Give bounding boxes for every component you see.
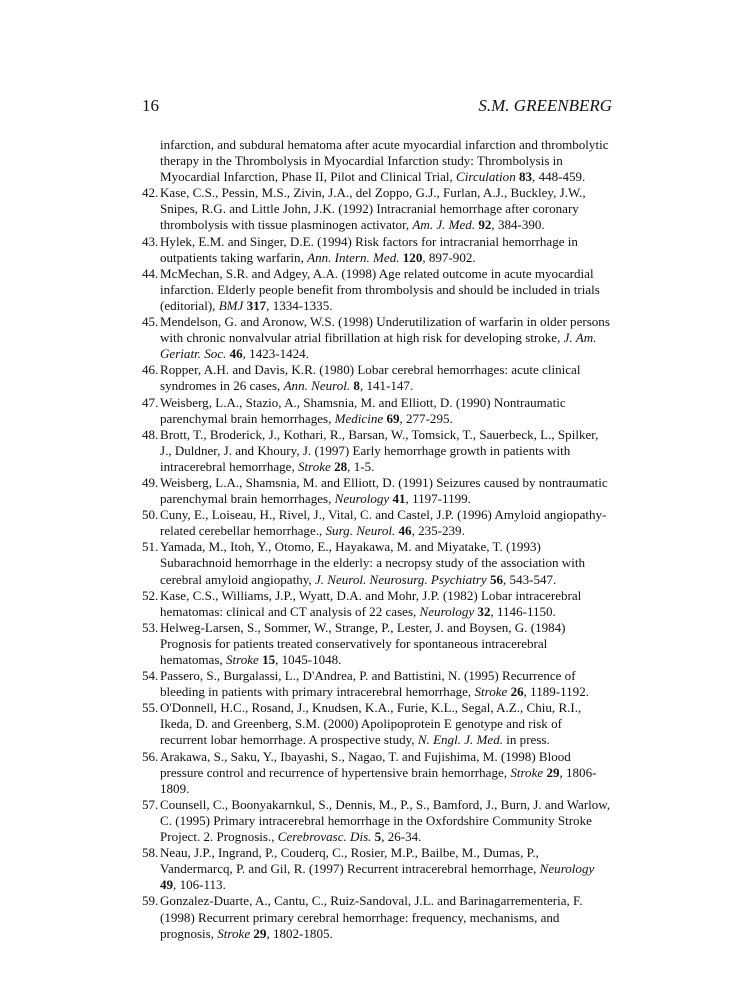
ref-number: 55.: [142, 700, 159, 716]
reference-item: [142, 700, 612, 748]
ref-volume: 8: [353, 378, 360, 394]
ref-number: 51.: [142, 539, 159, 555]
ref-journal: Stroke: [225, 652, 259, 667]
ref-pages: , 1146-1150.: [490, 603, 556, 619]
reference-item: [142, 620, 612, 668]
page-header: [142, 96, 612, 118]
ref-pages: , 277-295.: [399, 410, 453, 426]
ref-text: Arakawa, S., Saku, Y., Ibayashi, S., Nagao, T. and Fujishima, M. (1998) Blood pressure control and recurrence of hypertensive brain hemorrhage,: [160, 748, 571, 780]
ref-pages: , 235-239.: [411, 523, 465, 539]
ref-journal: N. Engl. J. Med.: [417, 732, 503, 748]
ref-text: Gonzalez-Duarte, A., Cantu, C., Ruiz-Sandoval, J.L. and Barinagarrementeria, F. (1998) Recurrent primary cerebral hemorrhage: frequency, mechanisms, and prognosis,: [160, 893, 583, 941]
ref-number: 56.: [142, 748, 159, 764]
reference-item: [142, 427, 612, 475]
ref-pages: , 141-147.: [359, 378, 414, 394]
reference-item: [142, 185, 612, 233]
ref-pages: , 897-902.: [422, 249, 476, 265]
ref-number: 47.: [142, 394, 159, 410]
reference-item: [142, 893, 612, 941]
ref-text: Mendelson, G. and Aronow, W.S. (1998) Underutilization of warfarin in older persons with chronic nonvalvular atrial fibrillation at high risk for developing stroke,: [160, 314, 610, 346]
ref-number: 45.: [142, 314, 159, 330]
ref-number: 48.: [142, 426, 159, 442]
ref-number: 46.: [142, 362, 159, 378]
ref-text: Counsell, C., Boonyakarnkul, S., Dennis, M., P., S., Bamford, J., Burn, J. and Warlow, C. (1995) Primary intracerebral hemorrhage in the Oxfordshire Community Stroke Project. 2. Prognosis.,: [160, 796, 611, 845]
ref-text: Helweg-Larsen, S., Sommer, W., Strange, P., Lester, J. and Boysen, G. (1984) Prognosis for patients treated conservatively for spontaneous intracerebral hematomas,: [160, 619, 566, 667]
ref-journal: BMJ: [218, 297, 244, 313]
reference-item: [142, 588, 612, 620]
ref-journal: Neurology: [419, 603, 475, 619]
ref-volume: 15: [262, 652, 276, 667]
ref-journal: Surg. Neurol.: [325, 523, 396, 539]
ref-pages: , 1802-1805.: [266, 925, 333, 941]
ref-text: Hylek, E.M. and Singer, D.E. (1994) Risk factors for intracranial hemorrhage in outpatients taking warfarin,: [160, 233, 578, 265]
ref-pages: , 1189-1192.: [523, 684, 589, 700]
ref-text: Yamada, M., Itoh, Y., Otomo, E., Hayakawa, M. and Miyatake, T. (1993) Subarachnoid hemorrhage in the elderly: a necropsy study of the association with cerebral amyloid angiopathy,: [160, 539, 585, 587]
reference-item: [142, 314, 612, 362]
ref-pages: , 1806-1809.: [160, 764, 597, 796]
ref-text: Kase, C.S., Williams, J.P., Wyatt, D.A. and Mohr, J.P. (1982) Lobar intracerebral hematomas: clinical and CT analysis of 22 cases,: [160, 587, 582, 619]
ref-number: 44.: [142, 265, 159, 281]
ref-pages: in press.: [503, 732, 550, 748]
ref-journal: Am. J. Med.: [412, 217, 476, 233]
reference-continuation: [142, 137, 612, 185]
ref-number: 52.: [142, 587, 159, 603]
ref-number: 43.: [142, 233, 159, 249]
ref-text: Cuny, E., Loiseau, H., Rivel, J., Vital, C. and Castel, J.P. (1996) Amyloid angiopathy-related cerebellar hemorrhage.,: [160, 507, 607, 539]
ref-number: 50.: [142, 507, 159, 523]
ref-pages: , 384-390.: [491, 217, 545, 233]
reference-item: [142, 234, 612, 266]
reference-item: [142, 507, 612, 539]
ref-pages: , 1-5.: [347, 458, 375, 474]
ref-pages: , 448-459.: [532, 169, 586, 185]
ref-number: 53.: [142, 619, 159, 635]
ref-text: McMechan, S.R. and Adgey, A.A. (1998) Age related outcome in acute myocardial infarction. Elderly people benefit from thrombolysis and should be included in trials (editorial),: [160, 265, 600, 313]
ref-pages: , 1197-1199.: [405, 491, 471, 507]
reference-item: [142, 266, 612, 314]
ref-pages: , 543-547.: [503, 571, 557, 587]
ref-text: Kase, C.S., Pessin, M.S., Zivin, J.A., del Zoppo, G.J., Furlan, A.J., Buckley, J.W., Snipes, R.G. and Little John, J.K. (1992) Intracranial hemorrhage after coronary thrombolysis with tissue plasminogen activator,: [160, 185, 586, 233]
ref-journal: J. Neurol. Neurosurg. Psychiatry: [314, 571, 487, 587]
ref-journal: Stroke: [298, 458, 331, 474]
ref-volume: 120: [402, 249, 423, 265]
page-number: 16: [142, 96, 159, 115]
ref-text: Weisberg, L.A., Stazio, A., Shamsnia, M. and Elliott, D. (1990) Nontraumatic parenchymal brain hemorrhages,: [160, 394, 566, 426]
reference-item: [142, 797, 612, 845]
ref-volume: 317: [246, 297, 267, 313]
ref-pages: , 106-113.: [173, 877, 226, 893]
ref-volume: 32: [477, 603, 491, 619]
ref-number: 58.: [142, 845, 159, 861]
reference-item: [142, 395, 612, 427]
ref-journal: Stroke: [217, 925, 251, 941]
ref-volume: 5: [374, 829, 382, 845]
ref-volume: 69: [386, 410, 400, 426]
ref-volume: 56: [489, 571, 504, 587]
ref-number: 54.: [142, 668, 159, 684]
ref-text: Neau, J.P., Ingrand, P., Couderq, C., Rosier, M.P., Bailbe, M., Dumas, P., Vandermarcq, P. and Gil, R. (1997) Recurrent intracerebral hemorrhage,: [160, 845, 540, 877]
ref-number: 59.: [142, 893, 159, 909]
ref-number: 49.: [142, 474, 159, 490]
ref-volume: 41: [392, 491, 406, 507]
ref-number: 42.: [142, 185, 159, 201]
ref-text: Weisberg, L.A., Shamsnia, M. and Elliott, D. (1991) Seizures caused by nontraumatic parenchymal brain hemorrhages,: [160, 474, 608, 507]
running-head: S.M. GREENBERG: [478, 96, 612, 115]
ref-pages: , 1045-1048.: [275, 652, 342, 667]
ref-volume: 26: [510, 684, 524, 700]
ref-journal: Cerebrovasc. Dis.: [277, 829, 372, 845]
ref-text: Ropper, A.H. and Davis, K.R. (1980) Lobar cerebral hemorrhages: acute clinical syndromes in 26 cases,: [160, 362, 581, 394]
reference-list: [142, 137, 612, 942]
reference-item: [142, 539, 612, 587]
ref-number: 57.: [142, 796, 159, 812]
ref-journal: Stroke: [510, 764, 544, 780]
reference-item: [142, 845, 612, 893]
reference-item: [142, 749, 612, 797]
ref-volume: 83: [519, 169, 533, 185]
ref-pages: , 1423-1424.: [242, 346, 309, 362]
reference-item: [142, 668, 612, 700]
ref-pages: , 26-34.: [381, 829, 422, 845]
ref-pages: , 1334-1335.: [266, 297, 333, 313]
ref-journal: Circulation: [456, 169, 516, 185]
reference-item: [142, 475, 612, 507]
ref-volume: 28: [334, 458, 348, 474]
ref-volume: 46: [229, 346, 243, 362]
ref-volume: 29: [546, 764, 560, 780]
ref-journal: Medicine: [334, 410, 384, 426]
ref-journal: J. Am. Geriatr. Soc.: [160, 330, 597, 362]
ref-text: infarction, and subdural hematoma after acute myocardial infarction and thrombolytic therapy in the Thrombolysis in Myocardial Infarction study: Thrombolysis in Myocardial Infarction, Phase II, Pilot and Clinical Trial,: [160, 137, 609, 185]
ref-journal: Stroke: [474, 684, 508, 700]
ref-text: O'Donnell, H.C., Rosand, J., Knudsen, K.A., Furie, K.L., Segal, A.Z., Chiu, R.I., Ikeda, D. and Greenberg, S.M. (2000) Apolipoprotein E genotype and risk of recurrent lobar hemorrhage. A prospective study,: [160, 700, 582, 748]
ref-journal: Ann. Neurol.: [283, 378, 351, 394]
ref-text: Passero, S., Burgalassi, L., D'Andrea, P. and Battistini, N. (1995) Recurrence of bleeding in patients with primary intracerebral hemorrhage,: [160, 668, 576, 700]
ref-volume: 49: [160, 877, 174, 893]
ref-journal: Neurology: [539, 861, 595, 877]
ref-journal: Ann. Intern. Med.: [307, 249, 400, 265]
ref-volume: 29: [253, 925, 267, 941]
ref-volume: 46: [398, 523, 412, 539]
ref-text: Brott, T., Broderick, J., Kothari, R., Barsan, W., Tomsick, T., Sauerbeck, L., Spilker, J., Duldner, J. and Khoury, J. (1997) Early hemorrhage growth in patients with intracerebral hemorrhage,: [160, 426, 599, 474]
ref-volume: 92: [478, 217, 492, 233]
ref-journal: Neurology: [334, 491, 390, 507]
reference-item: [142, 362, 612, 394]
